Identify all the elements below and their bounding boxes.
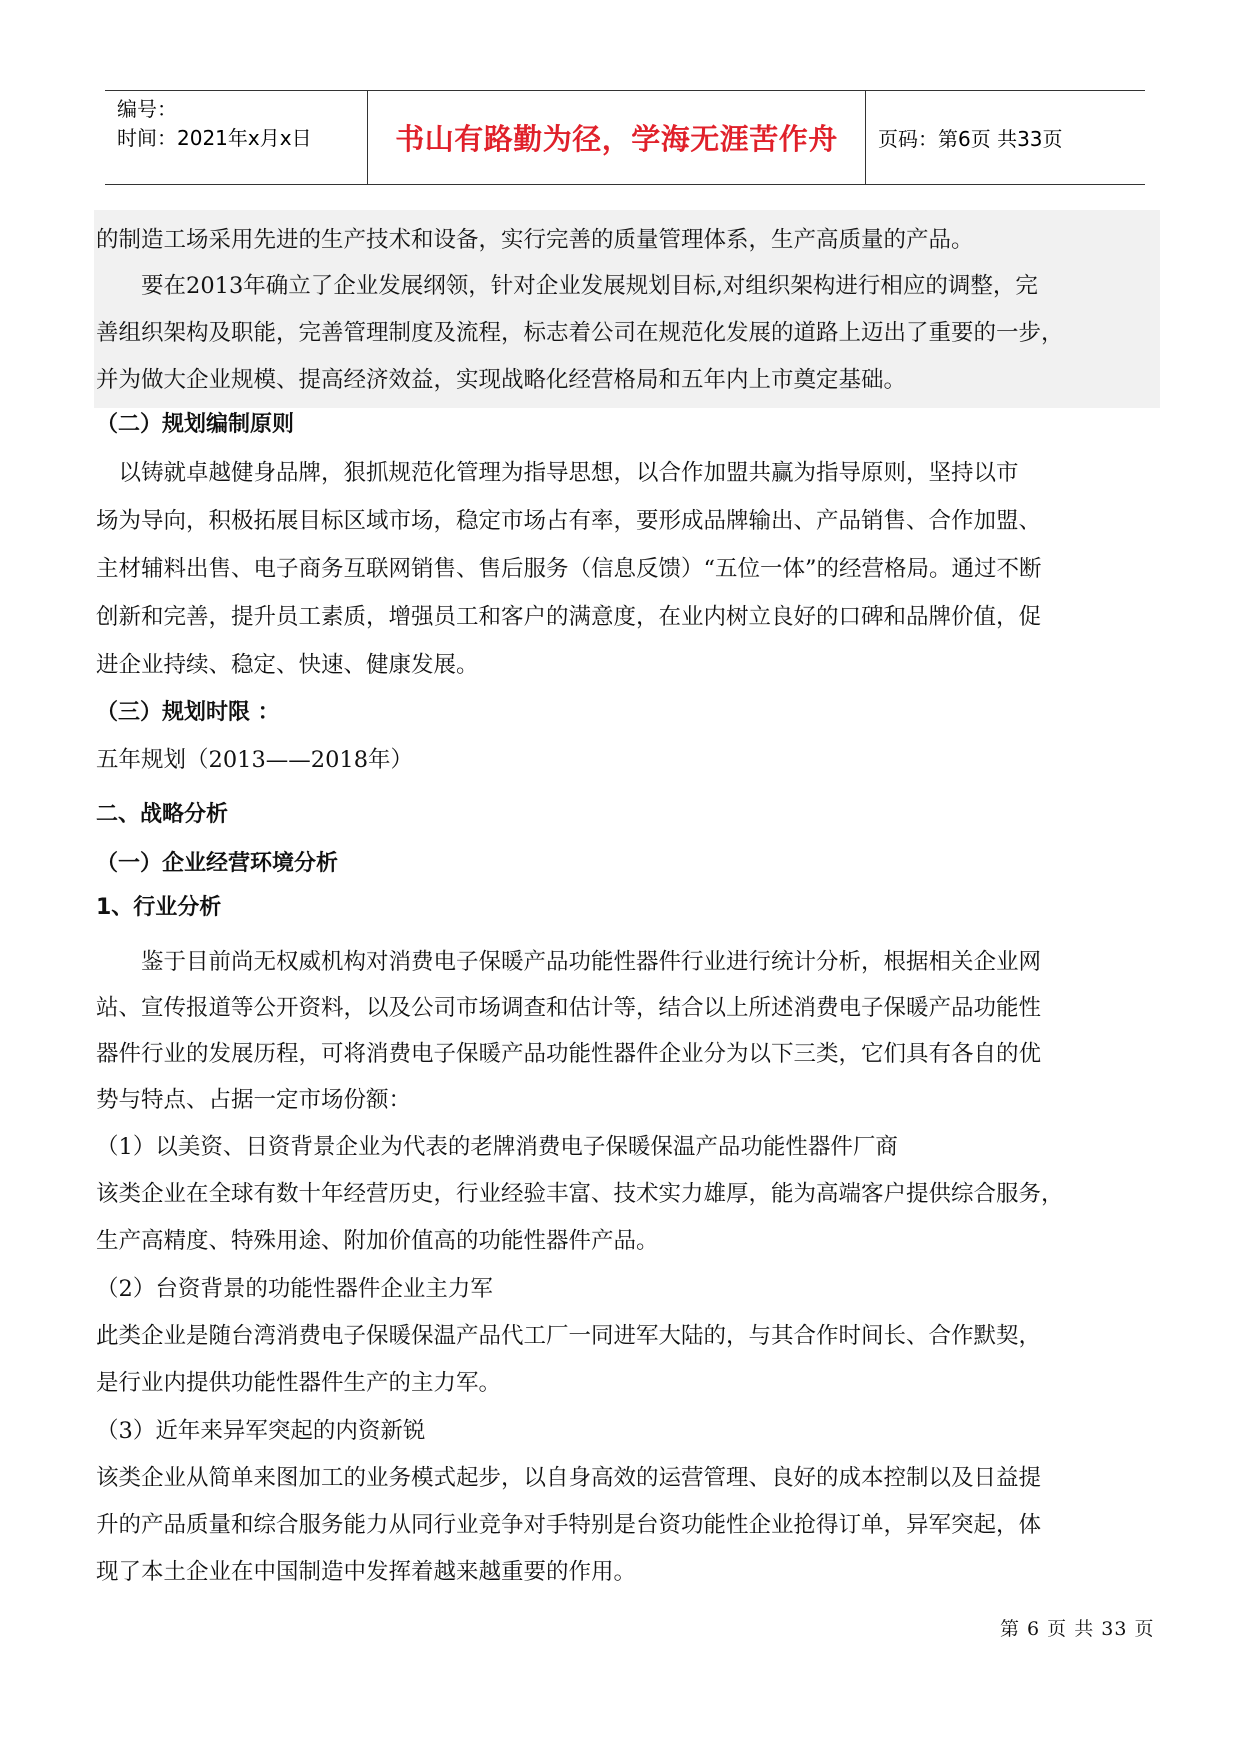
body-line: 主材辅料出售、电子商务互联网销售、售后服务（信息反馈）“五位一体”的经营格局。通过不断: [96, 556, 1042, 582]
document-time-label: 时间：2021年x月x日: [117, 126, 312, 150]
section-heading: （一）企业经营环境分析: [96, 851, 339, 876]
body-line: 五年规划（2013——2018年）: [96, 747, 414, 773]
body-line: 势与特点、占据一定市场份额：: [96, 1087, 412, 1113]
section-heading: 1、行业分析: [96, 895, 222, 920]
body-line: 该类企业在全球有数十年经营历史，行业经验丰富、技术实力雄厚，能为高端客户提供综合服务，: [96, 1181, 1064, 1207]
body-line: 现了本土企业在中国制造中发挥着越来越重要的作用。: [96, 1559, 637, 1585]
header-motto: 书山有路勤为径，学海无涯苦作舟: [395, 122, 838, 156]
body-line: 进企业持续、稳定、快速、健康发展。: [96, 652, 479, 678]
document-number-label: 编号：: [117, 97, 177, 121]
body-line: 善组织架构及职能，完善管理制度及流程，标志着公司在规范化发展的道路上迈出了重要的一步，: [96, 320, 1064, 346]
header-page-code: 页码：第6页 共33页: [878, 127, 1063, 151]
body-line: 鉴于目前尚无权威机构对消费电子保暖产品功能性器件行业进行统计分析，根据相关企业网: [96, 949, 1042, 975]
section-heading: （二）规划编制原则: [96, 412, 295, 437]
section-heading: 二、战略分析: [96, 802, 229, 827]
page-footer: 第 6 页 共 33 页: [1000, 1618, 1155, 1640]
body-line: 该类企业从简单来图加工的业务模式起步，以自身高效的运营管理、良好的成本控制以及日益提: [96, 1465, 1042, 1491]
body-line: 是行业内提供功能性器件生产的主力军。: [96, 1370, 502, 1396]
body-line: 器件行业的发展历程，可将消费电子保暖产品功能性器件企业分为以下三类，它们具有各自的优: [96, 1041, 1042, 1067]
body-line: （1）以美资、日资背景企业为代表的老牌消费电子保暖保温产品功能性器件厂商: [96, 1134, 898, 1160]
body-line: 的制造工场采用先进的生产技术和设备，实行完善的质量管理体系，生产高质量的产品。: [96, 227, 974, 253]
header-motto-cell: [368, 91, 866, 184]
body-line: 场为导向，积极拓展目标区域市场，稳定市场占有率，要形成品牌输出、产品销售、合作加盟、: [96, 508, 1042, 534]
body-line: 并为做大企业规模、提高经济效益，实现战略化经营格局和五年内上市奠定基础。: [96, 367, 907, 393]
body-line: 此类企业是随台湾消费电子保暖保温产品代工厂一同进军大陆的，与其合作时间长、合作默契，: [96, 1323, 1042, 1349]
body-line: 要在2013年确立了企业发展纲领，针对企业发展规划目标,对组织架构进行相应的调整，完: [96, 273, 1038, 299]
header-info-cell: [105, 91, 368, 184]
section-heading: （三）规划时限 ：: [96, 700, 280, 725]
page-header: [105, 90, 1145, 185]
body-line: 站、宣传报道等公开资料，以及公司市场调查和估计等，结合以上所述消费电子保暖产品功能性: [96, 995, 1042, 1021]
body-line: 创新和完善，提升员工素质，增强员工和客户的满意度，在业内树立良好的口碑和品牌价值，促: [96, 604, 1042, 630]
body-line: （3）近年来异军突起的内资新锐: [96, 1418, 426, 1444]
body-line: 以铸就卓越健身品牌，狠抓规范化管理为指导思想，以合作加盟共赢为指导原则，坚持以市: [96, 460, 1019, 486]
body-line: 生产高精度、特殊用途、附加价值高的功能性器件产品。: [96, 1228, 659, 1254]
header-page-cell: [866, 91, 1145, 184]
body-line: （2）台资背景的功能性器件企业主力军: [96, 1276, 493, 1302]
body-line: 升的产品质量和综合服务能力从同行业竞争对手特别是台资功能性企业抢得订单，异军突起，体: [96, 1512, 1042, 1538]
